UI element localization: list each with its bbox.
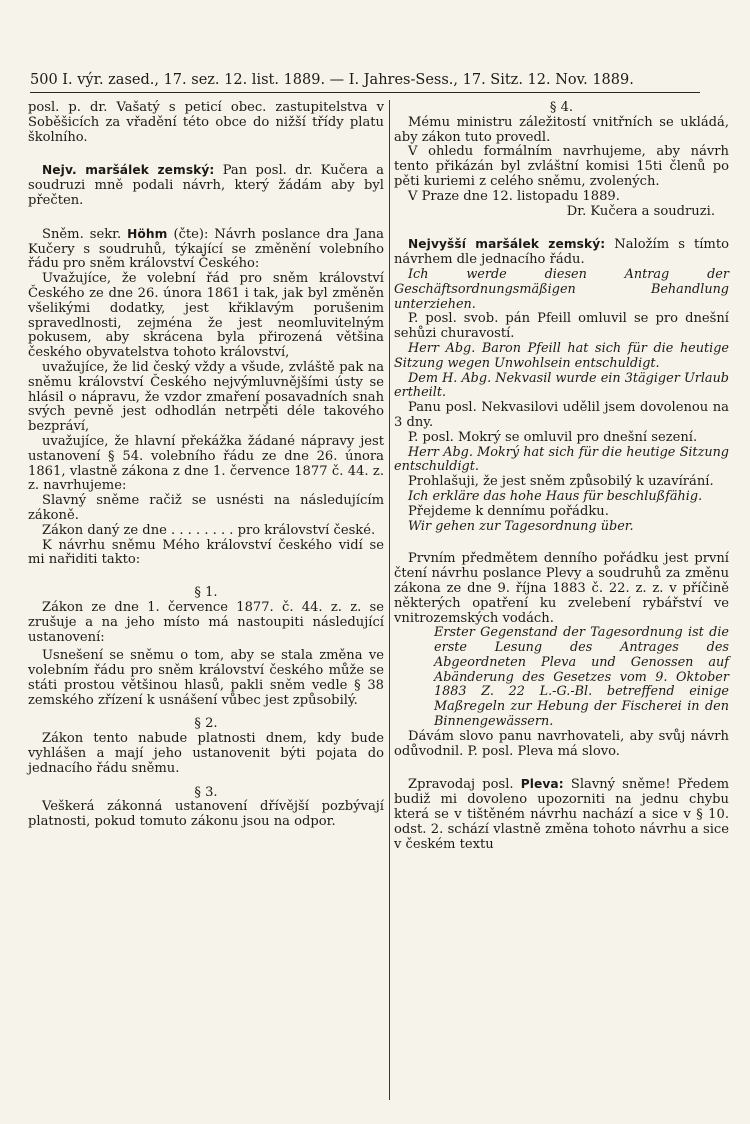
date-line: V Praze dne 12. listopadu 1889.: [408, 188, 620, 204]
speech-text: (čte): Návrh poslance dra Jana Kučery s soudruhů, týkající se změnění volebního řádu pro sněm království Českého:: [28, 226, 384, 272]
paragraph: posl. p. dr. Vašatý s peticí obec. zastupitelstva v Soběšicích za vřadění této obce do nižší třídy platu školního.: [28, 100, 384, 145]
paragraph: Dávám slovo panu navrhovateli, aby svůj návrh odůvodnil. P. posl. Pleva má slovo.: [394, 728, 729, 759]
paragraph-german: Ich erkläre das hohe Haus für beschlußfähig.: [408, 488, 703, 504]
paragraph: P. posl. Mokrý se omluvil pro dnešní sezení.: [408, 429, 698, 445]
paragraph: Prohlašuji, že jest sněm způsobilý k uzavírání.: [408, 474, 714, 490]
speaker-role: Sněm. sekr.: [42, 226, 128, 242]
paragraph: Zákon ze dne 1. července 1877. č. 44. z. z. se zrušuje a na jeho místo má nastoupiti následující ustanovení:: [28, 599, 384, 645]
paragraph: uvažujíce, že hlavní překážka žádané nápravy jest ustanovení § 54. volebního řádu ze dne 26. února 1861, vlastně zákona z dne 1. července 1877 č. 44. z. z. navrhujeme:: [28, 433, 384, 494]
paragraph: Mému ministru záležitostí vnitřních se ukládá, aby zákon tuto provedl.: [394, 114, 729, 145]
paragraph: Slavný sněme račiž se usnésti na následujícím zákoně.: [28, 493, 384, 523]
speech-text: Naložím s tímto návrhem dle jednacího řádu.: [394, 237, 729, 268]
paragraph: Zákon tento nabude platnosti dnem, kdy bude vyhlášen a mají jeho ustanovenit býti pojata do jednacího řádu sněmu.: [28, 731, 384, 776]
speaker-name: Nejv. maršálek zemský:: [42, 163, 215, 178]
paragraph: [28, 163, 384, 208]
column-divider: [389, 100, 390, 1100]
paragraph: Přejdeme k dennímu pořádku.: [408, 503, 609, 519]
paragraph: P. posl. svob. pán Pfeill omluvil se pro dnešní sehůzi churavostí.: [394, 311, 729, 342]
paragraph-german: Dem H. Abg. Nekvasil wurde ein 3tägiger Urlaub ertheilt.: [394, 370, 729, 401]
signature-line: Dr. Kučera a soudruzi.: [566, 203, 715, 219]
left-column: [28, 101, 384, 830]
section-heading: § 1.: [194, 585, 218, 601]
header-rule: [30, 92, 700, 93]
paragraph-german: Ich werde diesen Antrag der Geschäftsordnungsmäßigen Behandlung unterziehen.: [394, 266, 729, 312]
paragraph-german: Erster Gegenstand der Tagesordnung ist die erste Lesung des Antrages des Abgeordneten Pleva und Genossen auf Abänderung des Gesetzes vom 9. Oktober 1883 Z. 22 L.-G.-Bl. betreffend einige Maßregeln zur Hebung der Fischerei in den Binnengewässern.: [434, 625, 729, 730]
speech-text: Pan posl. dr. Kučera a soudruzi mně podali návrh, který žádám aby byl přečten.: [28, 163, 384, 208]
paragraph: Zákon daný ze dne . . . . . . . . pro království české.: [42, 522, 376, 538]
paragraph: Panu posl. Nekvasilovi udělil jsem dovolenou na 3 dny.: [394, 400, 729, 430]
section-heading: § 2.: [194, 716, 218, 732]
section-heading: § 4.: [549, 100, 574, 115]
paragraph-german: Herr Abg. Mokrý hat sich für die heutige Sitzung entschuldigt.: [394, 444, 729, 475]
paragraph: uvažujíce, že lid český vždy a všude, zvláště pak na sněmu království Českého nejvýmluvnějšími ústy se hlásil o nápravu, že vzdor zmaření posavadních snah svých pevně jest odhodlán netrpěti déle takového bezpráví,: [28, 359, 384, 435]
speaker-name: Pleva:: [520, 777, 564, 792]
speaker-role: Zpravodaj posl.: [408, 777, 521, 793]
paragraph: K návrhu sněmu Mého království českého vidí se mi nařiditi takto:: [28, 537, 384, 568]
paragraph: [28, 227, 384, 272]
paragraph: V ohledu formálním navrhujeme, aby návrh tento přikázán byl zvláštní komisi 15ti členů po pěti kuriemi z celého sněmu, zvolených.: [394, 144, 729, 189]
paragraph-german: Wir gehen zur Tagesordnung über.: [408, 518, 634, 534]
paragraph: Prvním předmětem denního pořádku jest první čtení návrhu poslance Plevy a soudruhů za změnu zákona ze dne 9. října 1883 č. 22. z. z. v příčině některých opatření ku zvelebení rybářství ve vnitrozemských vodách.: [394, 551, 729, 626]
paragraph: Usnešení se sněmu o tom, aby se stala změna ve volebním řádu pro sněm království českého může se státi prostou většinou hlasů, pakli sněm vedle § 38 zemského zřízení k usnášení vůbec jest způsobilý.: [28, 648, 384, 708]
paragraph: [394, 777, 729, 852]
paragraph: Veškerá zákonná ustanovení dřívější pozbývají platnosti, pokud tomuto zákonu jsou na odpor.: [28, 799, 384, 830]
paragraph-german: Herr Abg. Baron Pfeill hat sich für die heutige Sitzung wegen Unwohlsein entschuldigt.: [394, 340, 729, 371]
right-column: [394, 101, 729, 852]
paragraph: Uvažujíce, že volební řád pro sněm království Českého ze dne 26. února 1861 i tak, jak byl změněn všelikými dodatky, jest křiklavým porušenim spravedlnosti, zejména že jest neomluvitelným pokusem, aby skrácena byla přirozená většina českého obyvatelstva tohoto království,: [28, 271, 384, 361]
speaker-name: Nejvyšší maršálek zemský:: [408, 237, 606, 252]
paragraph: [394, 237, 729, 268]
speaker-name: Höhm: [127, 226, 168, 241]
page-header: 500 I. výr. zased., 17. sez. 12. list. 1889. — I. Jahres-Sess., 17. Sitz. 12. Nov. 1889.: [30, 72, 634, 88]
section-heading: § 3.: [194, 784, 218, 800]
speech-text: Slavný sněme! Předem budiž mi dovoleno upozorniti na jednu chybu která se v tištěném návrhu nachází a sice v § 10. odst. 2. schází vlastně změna tohoto návrhu a sice v českém textu: [394, 777, 730, 852]
